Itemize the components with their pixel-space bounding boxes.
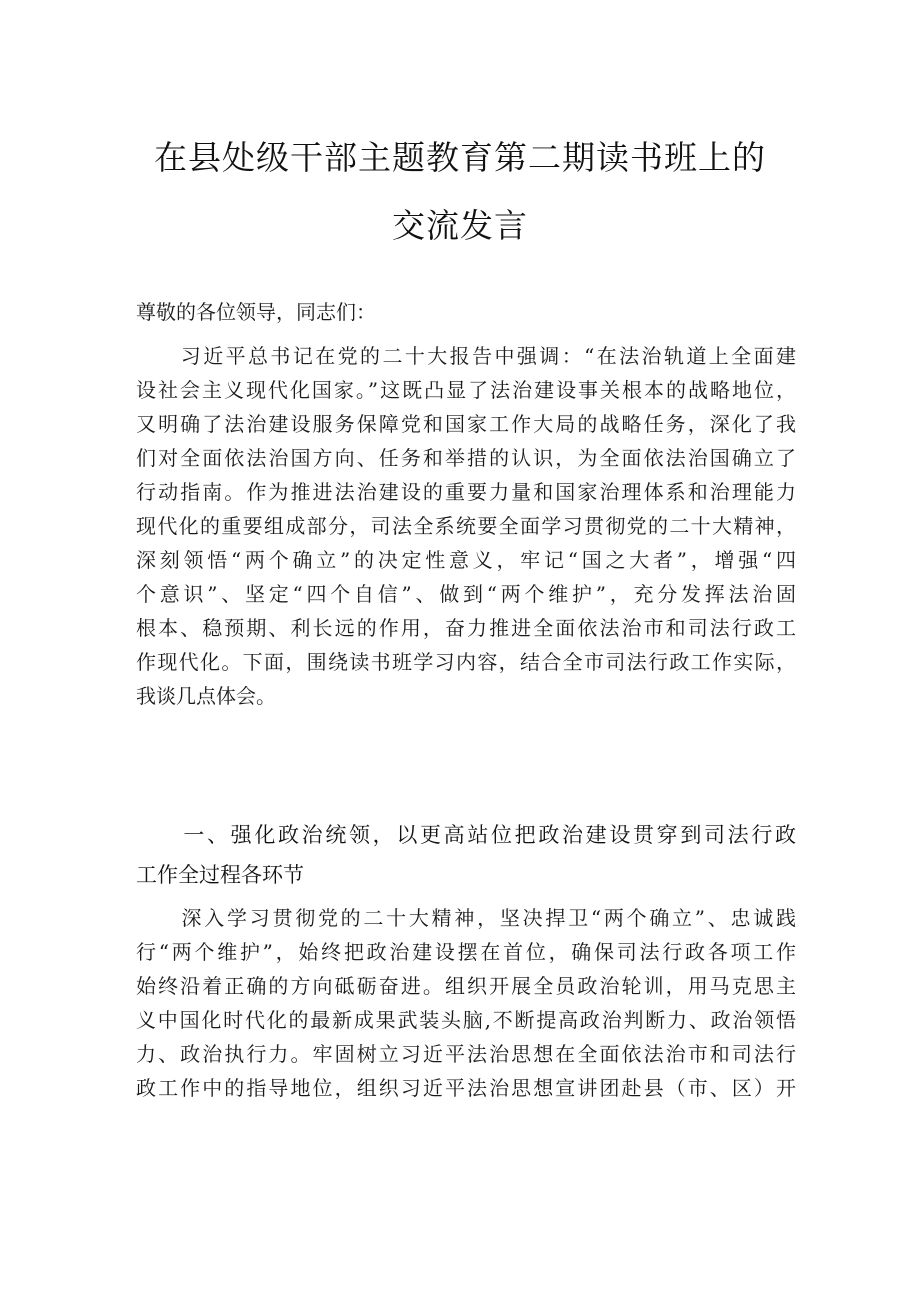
document-title-line-1: 在县处级干部主题教育第二期读书班上的	[154, 138, 766, 177]
section-heading-line: 一、强化政治统领，以更高站位把政治建设贯穿到司法行政	[136, 823, 796, 847]
paragraph-line: 深刻领悟“两个确立”的决定性意义，牢记“国之大者”，增强“四	[136, 548, 796, 572]
paragraph-line: 设社会主义现代化国家。”这既凸显了法治建设事关根本的战略地位，	[136, 378, 796, 402]
paragraph-2	[136, 901, 796, 1105]
document-title-line-2: 交流发言	[392, 206, 528, 245]
paragraph-line: 根本、稳预期、利长远的作用，奋力推进全面依法治市和司法行政工	[136, 616, 796, 640]
paragraph-line: 们对全面依法治国方向、任务和举措的认识，为全面依法治国确立了	[136, 446, 796, 470]
greeting: 尊敬的各位领导，同志们：	[136, 300, 376, 324]
paragraph-line: 行“两个维护”，始终把政治建设摆在首位，确保司法行政各项工作	[136, 940, 796, 964]
paragraph-line: 深入学习贯彻党的二十大精神，坚决捍卫“两个确立”、忠诚践	[136, 906, 796, 930]
paragraph-line: 力、政治执行力。牢固树立习近平法治思想在全面依法治市和司法行	[136, 1042, 796, 1066]
paragraph-line: 始终沿着正确的方向砥砺奋进。组织开展全员政治轮训，用马克思主	[136, 974, 796, 998]
paragraph-line: 作现代化。下面，围绕读书班学习内容，结合全市司法行政工作实际，	[136, 650, 796, 674]
paragraph-line: 个意识”、坚定“四个自信”、做到“两个维护”，充分发挥法治固	[136, 582, 796, 606]
paragraph-line: 义中国化时代化的最新成果武装头脑,不断提高政治判断力、政治领悟	[136, 1008, 796, 1032]
paragraph-line: 政工作中的指导地位，组织习近平法治思想宣讲团赴县（市、区）开	[136, 1076, 796, 1100]
paragraph-line: 习近平总书记在党的二十大报告中强调：“在法治轨道上全面建	[136, 344, 796, 368]
paragraph-1	[136, 339, 796, 713]
section-heading-1	[136, 815, 796, 895]
paragraph-line: 我谈几点体会。	[136, 684, 276, 708]
section-heading-line: 工作全过程各环节	[136, 863, 304, 887]
paragraph-line: 又明确了法治建设服务保障党和国家工作大局的战略任务，深化了我	[136, 412, 796, 436]
paragraph-line: 现代化的重要组成部分，司法全系统要全面学习贯彻党的二十大精神，	[136, 514, 796, 538]
paragraph-line: 行动指南。作为推进法治建设的重要力量和国家治理体系和治理能力	[136, 480, 796, 504]
